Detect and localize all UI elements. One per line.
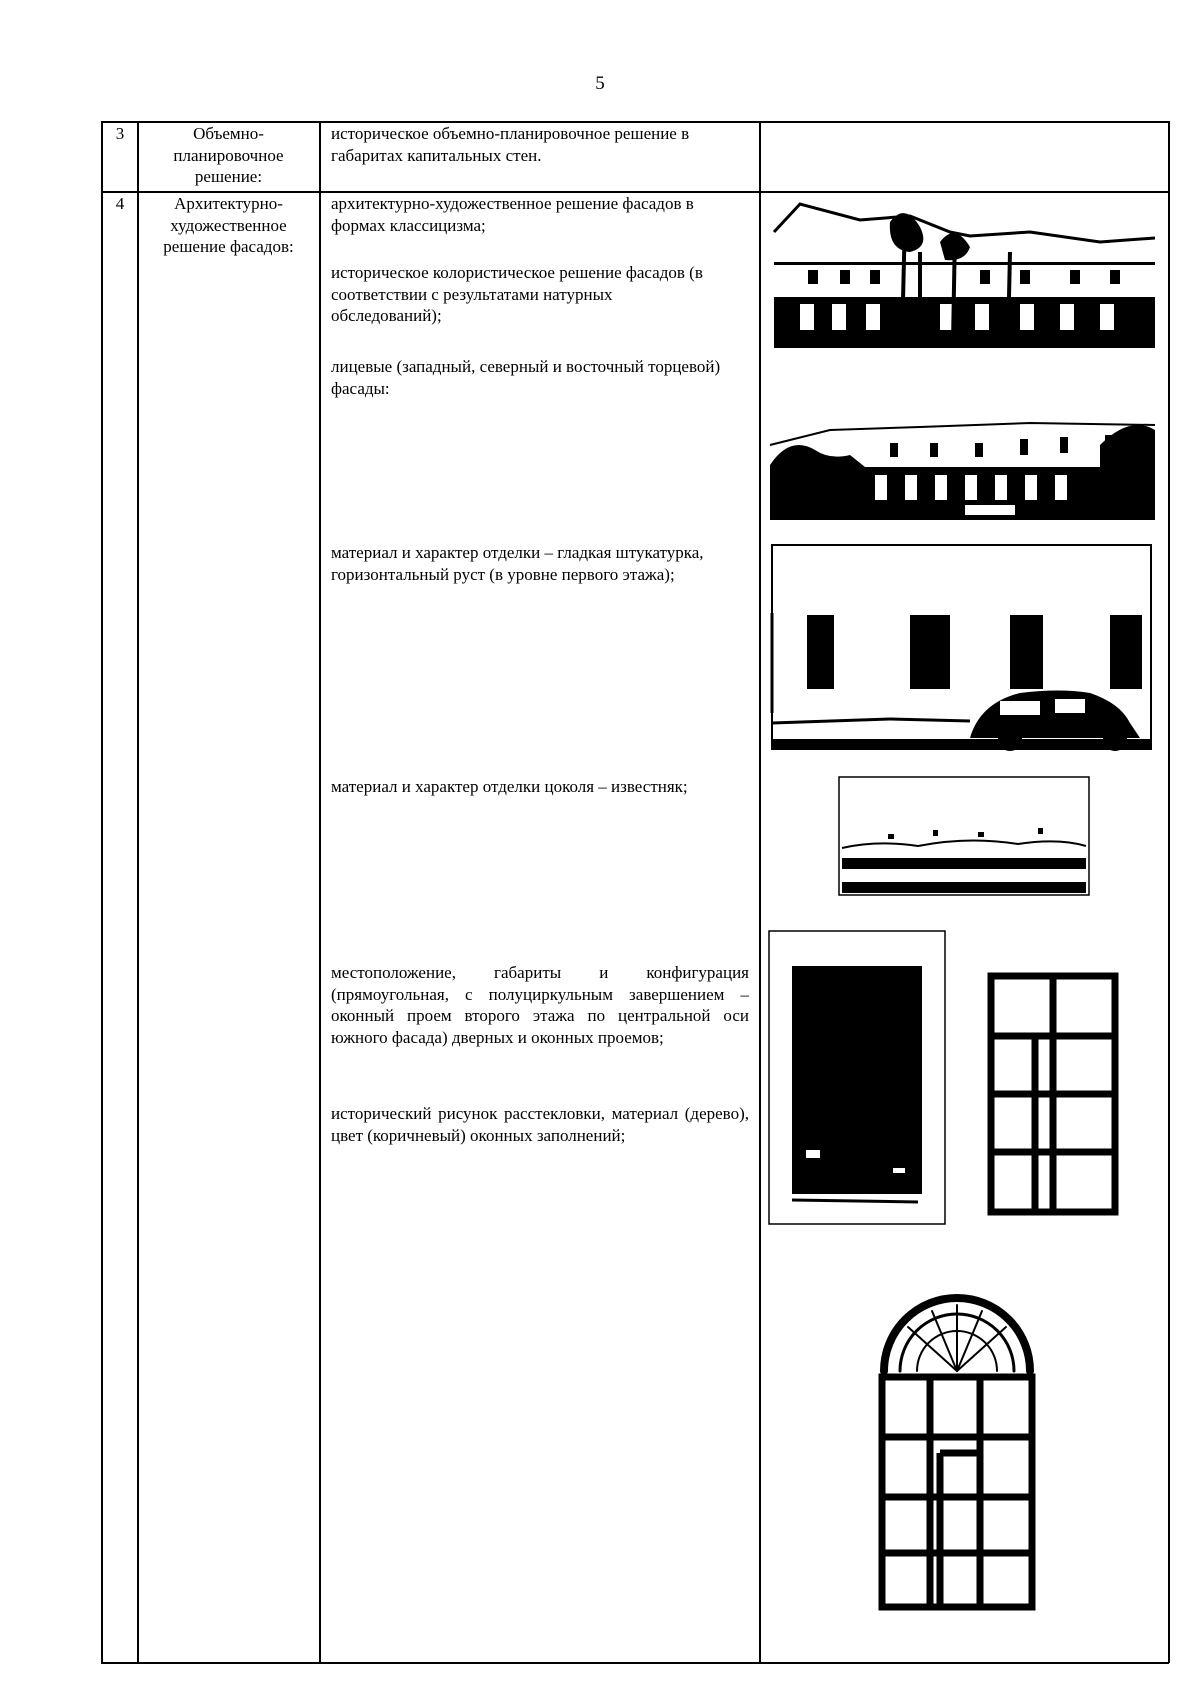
door-photo (768, 930, 946, 1225)
row-3-title: Объемно-планировочное решение: (173, 124, 284, 186)
plinth-photo (838, 776, 1090, 896)
plaster-finish-text: материал и характер отделки – гладкая штукатурка, горизонтальный руст (в уровне первого этажа); (331, 543, 704, 584)
glazing-pattern-text: исторический рисунок расстекловки, материал (дерево), цвет (коричневый) оконных заполнений; (331, 1104, 749, 1145)
facade-photo-2 (770, 375, 1155, 520)
facade-photo-1 (770, 192, 1155, 352)
row-3-description: историческое объемно-планировочное решение в габаритах капитальных стен. (331, 124, 690, 165)
table-col-divider-2 (319, 121, 321, 1663)
row-3-number: 3 (115, 124, 125, 143)
row-4-number: 4 (115, 194, 125, 213)
main-facades-text: лицевые (западный, северный и восточный торцевой) фасады: (331, 357, 721, 398)
table-border-left (101, 121, 103, 1663)
table-border-right (1168, 121, 1170, 1663)
facade-solution-text: архитектурно-художественное решение фасадов в формах классицизма; (331, 194, 694, 235)
plinth-finish-text: материал и характер отделки цоколя – известняк; (331, 777, 688, 796)
page-number: 5 (595, 73, 605, 94)
table-col-divider-3 (759, 121, 761, 1663)
coloristic-solution-text: историческое колористическое решение фасадов (в соответствии с результатами натурных обследований); (331, 263, 703, 325)
openings-config-text: местоположение, габариты и конфигурация (прямоугольная, с полуциркульным завершением – оконный проем второго этажа по центральной оси южного фасада) дверных и оконных проемов; (331, 963, 749, 1047)
row-4-title: Архитектурно-художественное решение фасадов: (163, 194, 294, 256)
arched-window-drawing (872, 1285, 1042, 1615)
table-col-divider-1 (137, 121, 139, 1663)
rectangular-window-drawing (985, 970, 1125, 1220)
table-border-bottom (101, 1662, 1169, 1664)
plaster-facade-photo (770, 543, 1155, 753)
